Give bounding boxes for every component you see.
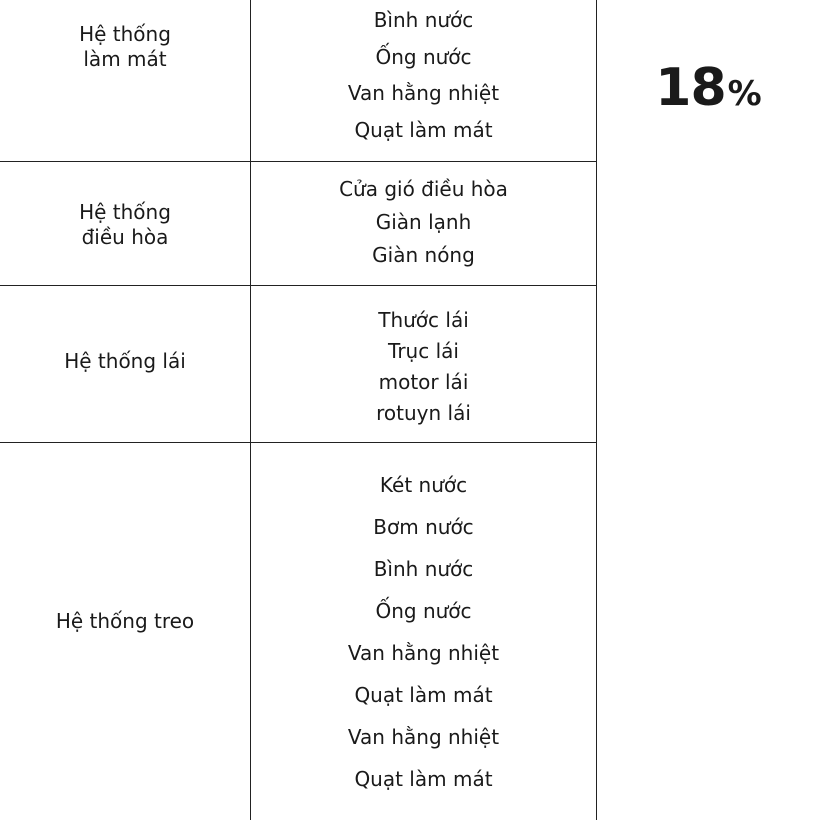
part-item: Bơm nước xyxy=(373,515,474,539)
part-item: Ống nước xyxy=(375,599,472,623)
row-label-line: Hệ thống xyxy=(79,22,171,46)
part-item: Bình nước xyxy=(373,8,474,32)
percentage-unit: % xyxy=(727,74,762,114)
part-item: Van hằng nhiệt xyxy=(347,641,500,665)
row-label-line: Hệ thống lái xyxy=(64,349,186,373)
part-item: rotuyn lái xyxy=(376,401,471,425)
row-label-cooling xyxy=(0,22,250,72)
part-item: Quạt làm mát xyxy=(354,117,493,142)
row-label-line: điều hòa xyxy=(81,225,169,249)
row-label-suspension xyxy=(0,609,250,634)
part-item: motor lái xyxy=(378,370,469,394)
row-divider xyxy=(0,442,597,443)
part-item: Két nước xyxy=(379,473,468,497)
part-item: Quạt làm mát xyxy=(354,683,493,707)
percentage-value xyxy=(597,58,820,118)
row-label-line: Hệ thống treo xyxy=(55,609,195,633)
row-label-line: Hệ thống xyxy=(79,200,171,224)
row-label-steering xyxy=(0,349,250,374)
part-item: Quạt làm mát xyxy=(354,767,493,791)
part-item: Ống nước xyxy=(375,44,472,69)
part-item: Van hằng nhiệt xyxy=(347,725,500,749)
row-label-line: làm mát xyxy=(83,47,167,71)
part-item: Giàn lạnh xyxy=(375,210,472,234)
row-label-air-conditioning xyxy=(0,200,250,250)
part-item: Trục lái xyxy=(388,339,459,363)
part-item: Bình nước xyxy=(373,557,474,581)
column-divider xyxy=(596,0,597,820)
part-item: Thước lái xyxy=(378,308,469,332)
row-divider xyxy=(0,285,597,286)
part-item: Van hằng nhiệt xyxy=(347,81,500,105)
row-divider xyxy=(0,161,597,162)
percentage-number: 18 xyxy=(655,58,726,118)
part-item: Giàn nóng xyxy=(372,243,475,267)
part-item: Cửa gió điều hòa xyxy=(339,177,508,201)
